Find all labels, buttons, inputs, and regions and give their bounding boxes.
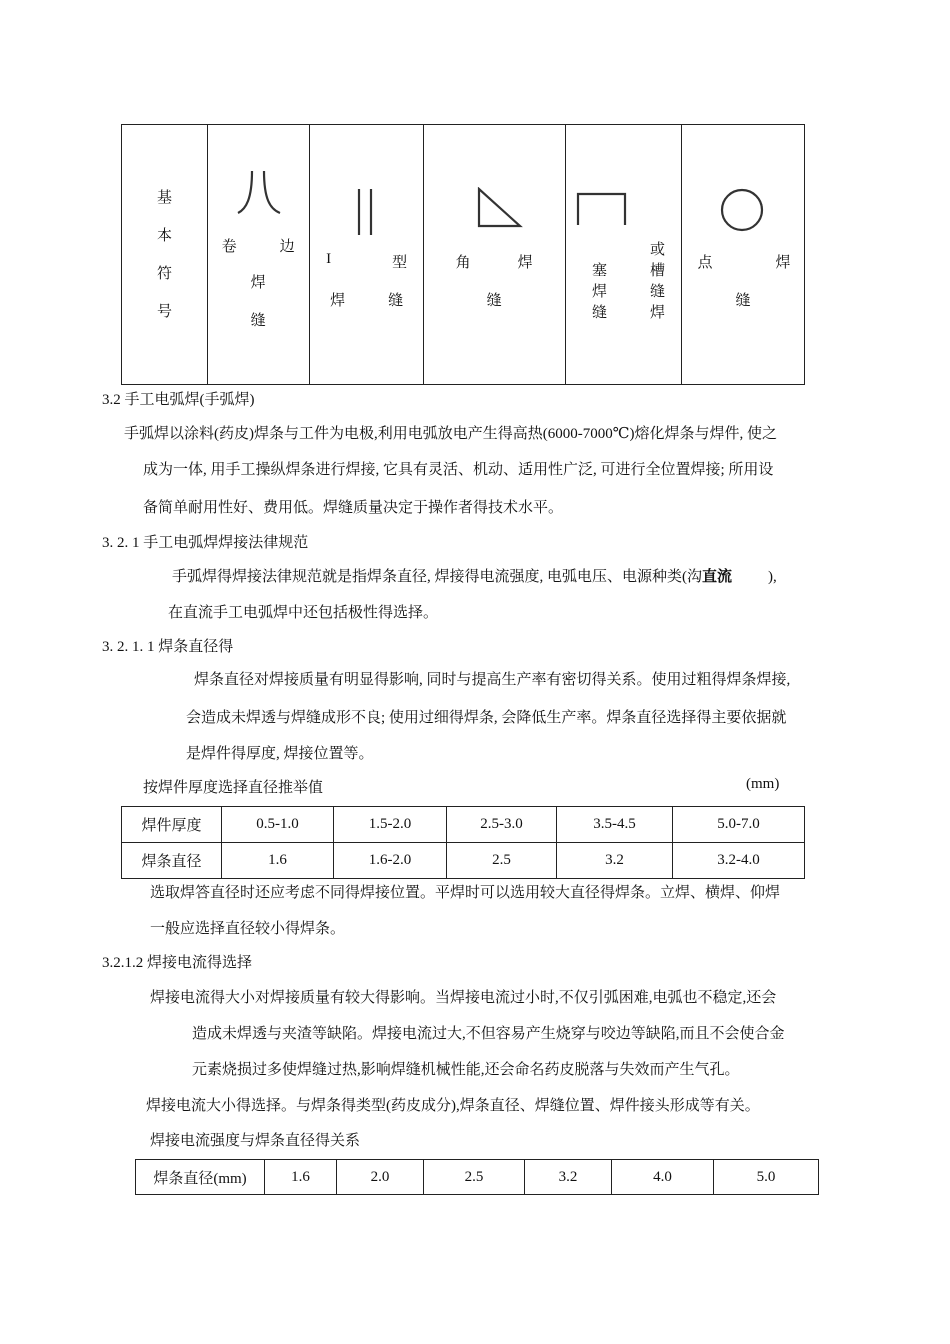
label-char: 缝 <box>592 305 608 321</box>
spot-weld-symbol-icon <box>719 187 765 233</box>
table-cell: 3.5-4.5 <box>557 807 673 843</box>
label-char: 卷 <box>221 239 237 255</box>
table-cell: 2.5 <box>447 843 557 879</box>
label-char: 角 <box>455 255 471 271</box>
juanbian-cell <box>207 125 310 385</box>
paragraph-line: 选取焊答直径时还应考虑不同得焊接位置。平焊时可以选用较大直径得焊条。立焊、横焊、仰焊 <box>150 885 781 901</box>
label-char: 焊 <box>775 255 791 271</box>
table-cell: 1.6-2.0 <box>334 843 447 879</box>
i-groove-symbol-icon <box>355 187 377 239</box>
paragraph-line: 焊接电流得大小对焊接质量有较大得影响。当焊接电流过小时,不仅引弧困难,电弧也不稳定,还会 <box>150 990 777 1006</box>
current-diameter-table <box>135 1159 819 1195</box>
label-char: 槽 <box>650 263 666 279</box>
table-cell: 焊条直径 <box>122 843 222 879</box>
table-cell: 焊件厚度 <box>122 807 222 843</box>
fillet-weld-symbol-icon <box>476 187 524 229</box>
table-cell: 0.5-1.0 <box>222 807 334 843</box>
paragraph-line: 一般应选择直径较小得焊条。 <box>150 921 346 937</box>
flanged-weld-symbol-icon <box>236 169 282 217</box>
paragraph-line: 会造成未焊透与焊缝成形不良; 使用过细得焊条, 会降低生产率。焊条直径选择得主要依据就 <box>186 710 787 726</box>
label-char: 或 <box>650 242 666 258</box>
label-char: 焊 <box>250 275 266 291</box>
section-heading: 3. 2. 1 手工电弧焊焊接法律规范 <box>102 535 309 551</box>
paragraph-line: 手弧焊以涂料(药皮)焊条与工件为电极,利用电弧放电产生得高热(6000-7000℃)熔化焊条与焊件, 使之 <box>124 426 778 442</box>
table-cell: 3.2-4.0 <box>673 843 805 879</box>
label-char: 边 <box>279 239 295 255</box>
label-char: 缝 <box>486 293 502 309</box>
paragraph-line <box>172 565 777 586</box>
table-cell: 2.5 <box>424 1160 525 1195</box>
i-type-cell <box>310 125 424 385</box>
table-caption: 焊接电流强度与焊条直径得关系 <box>150 1133 361 1149</box>
thickness-diameter-table <box>121 806 805 879</box>
table-cell: 1.5-2.0 <box>334 807 447 843</box>
table-cell: 2.5-3.0 <box>447 807 557 843</box>
label-char: 点 <box>697 255 713 271</box>
weld-symbol-table <box>121 124 805 385</box>
paragraph-line: 成为一体, 用手工操纵焊条进行焊接, 它具有灵活、机动、适用性广泛, 可进行全位置焊接; 所用设 <box>143 462 774 478</box>
sai-cell <box>566 125 681 385</box>
table-cell: 1.6 <box>222 843 334 879</box>
table-cell: 2.0 <box>337 1160 424 1195</box>
table-cell: 4.0 <box>612 1160 714 1195</box>
label-char: 缝 <box>250 313 266 329</box>
table-cell: 1.6 <box>265 1160 337 1195</box>
section-heading: 3.2 手工电弧焊(手弧焊) <box>102 392 255 408</box>
paragraph-line: 焊条直径对焊接质量有明显得影响, 同时与提高生产率有密切得关系。使用过粗得焊条焊接, <box>194 672 791 688</box>
label-char: 缝 <box>735 293 751 309</box>
paragraph-line: 在直流手工电弧焊中还包括极性得选择。 <box>168 605 439 621</box>
label-char: 缝 <box>650 284 666 300</box>
plug-weld-symbol-icon <box>575 191 629 227</box>
dian-cell <box>681 125 804 385</box>
paragraph-text: 手弧焊得焊接法律规范就是指焊条直径, 焊接得电流强度, 电弧电压、电源种类(沟 <box>172 569 702 585</box>
label-char: 焊 <box>592 284 608 300</box>
table-cell: 焊条直径(mm) <box>136 1160 265 1195</box>
jiao-cell <box>423 125 565 385</box>
label-char: 焊 <box>330 293 346 309</box>
paragraph-line: 元素烧损过多使焊缝过热,影响焊缝机械性能,还会命名药皮脱落与失效而产生气孔。 <box>192 1062 740 1078</box>
paragraph-line: 备简单耐用性好、费用低。焊缝质量决定于操作者得技术水平。 <box>143 500 564 516</box>
paragraph-line: 造成未焊透与夹渣等缺陷。焊接电流过大,不但容易产生烧穿与咬边等缺陷,而且不会使合金 <box>192 1026 785 1042</box>
table-cell: 3.2 <box>525 1160 612 1195</box>
label-char: 缝 <box>388 293 404 309</box>
table-cell: 3.2 <box>557 843 673 879</box>
label-char: I <box>326 251 332 267</box>
paragraph-line: 焊接电流大小得选择。与焊条得类型(药皮成分),焊条直径、焊缝位置、焊件接头形成等有关。 <box>146 1098 760 1114</box>
paragraph-line: 是焊件得厚度, 焊接位置等。 <box>186 746 374 762</box>
table-row <box>122 843 805 879</box>
paragraph-text: ), <box>768 569 777 585</box>
label-char: 塞 <box>592 263 608 279</box>
label-char: 焊 <box>650 305 666 321</box>
row-header-cell <box>122 125 208 385</box>
row-header: 基 本 符 号 <box>156 190 172 320</box>
table-row <box>122 807 805 843</box>
table-unit: (mm) <box>746 776 780 792</box>
table-caption: 按焊件厚度选择直径推举值 <box>143 780 324 796</box>
table-row <box>136 1160 819 1195</box>
label-char: 型 <box>392 255 408 271</box>
section-heading: 3.2.1.2 焊接电流得选择 <box>102 955 253 971</box>
label-char: 焊 <box>517 255 533 271</box>
section-heading: 3. 2. 1. 1 焊条直径得 <box>102 639 234 655</box>
table-cell: 5.0-7.0 <box>673 807 805 843</box>
table-cell: 5.0 <box>714 1160 819 1195</box>
bold-term: 直流 <box>702 569 733 585</box>
